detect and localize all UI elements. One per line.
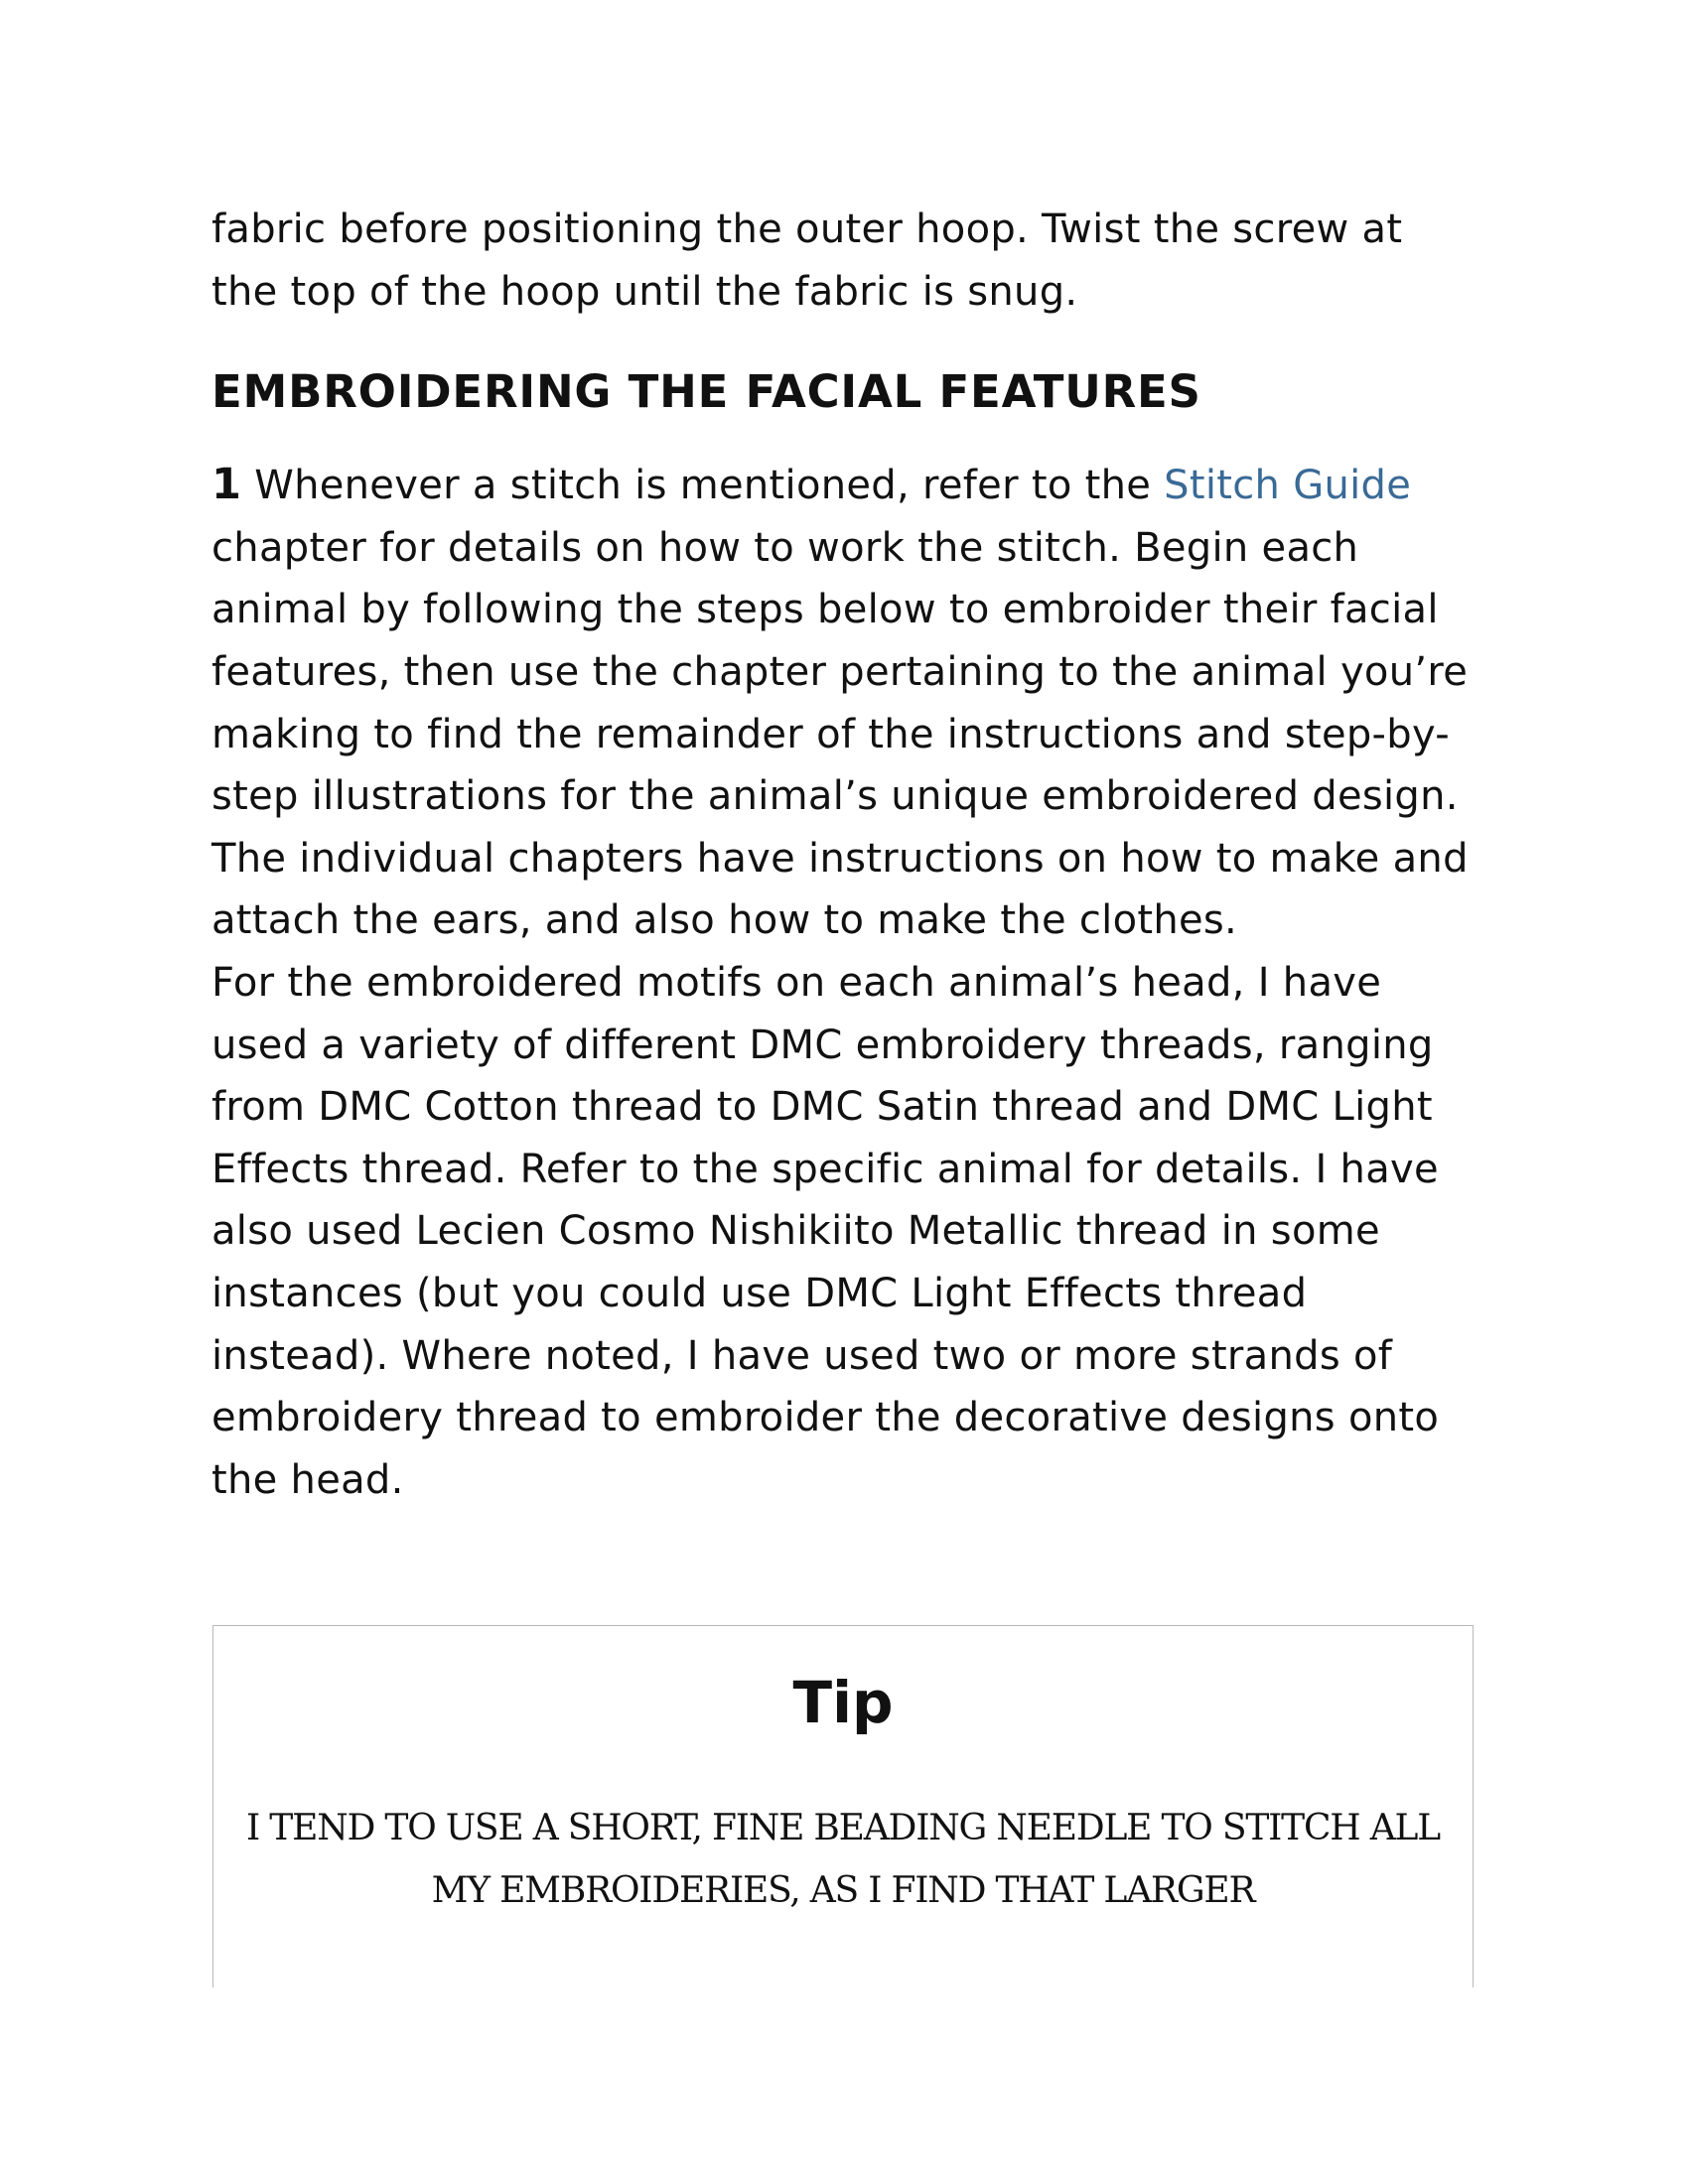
- intro-paragraph: fabric before positioning the outer hoop. Twist the screw at the top of the hoop until the fabric is snug.: [211, 206, 1403, 315]
- threads-paragraph: For the embroidered motifs on each animal’s head, I have used a variety of different DMC embroidery threads, ranging from DMC Cotton thread to DMC Satin thread and DMC Light Effects thread. Refer to the specific animal for details. I have also used Lecien Cosmo Nishikiito Metallic thread in some instances (but you could use DMC Light Effects thread instead). Where noted, I have used two or more strands of embroidery thread to embroider the decorative designs onto the head.: [211, 959, 1440, 1503]
- tip-title: Tip: [792, 1669, 894, 1736]
- tip-box: [212, 1625, 1474, 1987]
- tip-text: I TEND TO USE A SHORT, FINE BEADING NEEDLE TO STITCH ALL MY EMBROIDERIES, AS I FIND THAT LARGER: [246, 1808, 1440, 1911]
- step-text-after-link: chapter for details on how to work the stitch. Begin each animal by following the steps below to embroider their facial features, then use the chapter pertaining to the animal you’re making to find the remainder of the instructions and step-by-step illustrations for the animal’s unique embroidered design. The individual chapters have instructions on how to make and attach the ears, and also how to make the clothes.: [211, 524, 1469, 944]
- stitch-guide-link[interactable]: Stitch Guide: [1164, 463, 1412, 509]
- section-heading: EMBROIDERING THE FACIAL FEATURES: [211, 365, 1201, 419]
- page-content: [211, 199, 1477, 1511]
- step-1-paragraph: [211, 454, 1477, 952]
- step-text-before-link: Whenever a stitch is mentioned, refer to the: [241, 463, 1165, 509]
- step-number: 1: [211, 460, 242, 510]
